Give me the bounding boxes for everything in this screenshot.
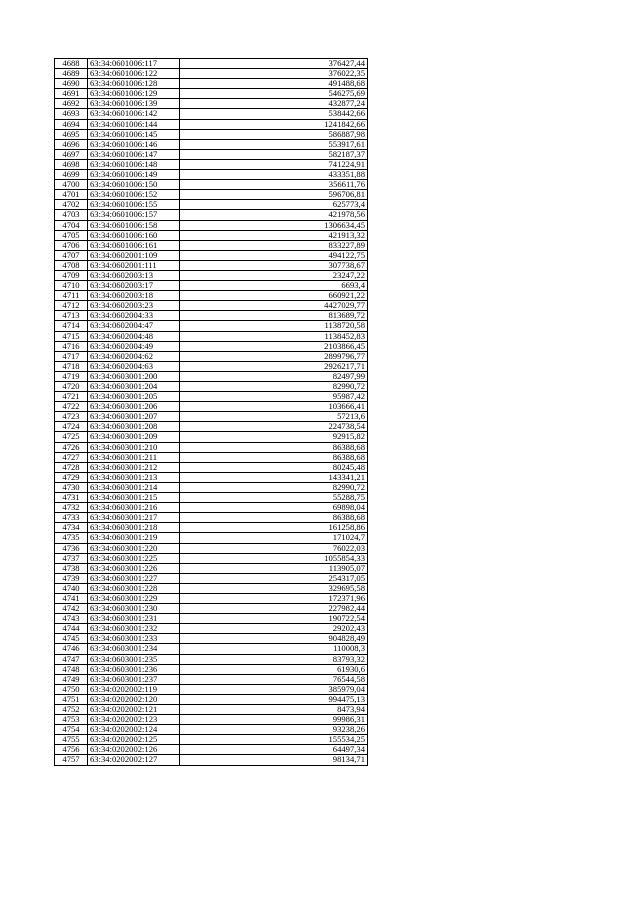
cadastral-number-cell: 63:34:0602004:49 [88, 341, 180, 351]
row-number-cell: 4745 [55, 634, 88, 644]
table-row [55, 513, 368, 523]
value-cell: 227982,44 [180, 604, 368, 614]
row-number-cell: 4738 [55, 563, 88, 573]
cadastral-number-cell: 63:34:0601006:145 [88, 129, 180, 139]
table-row [55, 412, 368, 422]
table-row [55, 341, 368, 351]
table-row [55, 684, 368, 694]
table-row [55, 170, 368, 180]
table-row [55, 119, 368, 129]
value-cell: 625773,4 [180, 200, 368, 210]
row-number-cell: 4757 [55, 755, 88, 765]
value-cell: 69898,04 [180, 503, 368, 513]
row-number-cell: 4756 [55, 745, 88, 755]
table-row [55, 705, 368, 715]
row-number-cell: 4713 [55, 311, 88, 321]
cadastral-number-cell: 63:34:0601006:128 [88, 79, 180, 89]
table-row [55, 452, 368, 462]
table-row [55, 190, 368, 200]
table-row [55, 260, 368, 270]
row-number-cell: 4721 [55, 392, 88, 402]
value-cell: 329695,58 [180, 583, 368, 593]
cadastral-number-cell: 63:34:0202002:127 [88, 755, 180, 765]
table-row [55, 270, 368, 280]
table-row [55, 422, 368, 432]
row-number-cell: 4718 [55, 361, 88, 371]
table-row [55, 745, 368, 755]
table-row [55, 129, 368, 139]
row-number-cell: 4697 [55, 149, 88, 159]
value-cell: 421913,32 [180, 230, 368, 240]
table-row [55, 240, 368, 250]
table-row [55, 371, 368, 381]
cadastral-number-cell: 63:34:0602004:48 [88, 331, 180, 341]
row-number-cell: 4753 [55, 715, 88, 725]
cadastral-number-cell: 63:34:0603001:216 [88, 503, 180, 513]
value-cell: 2926217,71 [180, 361, 368, 371]
table-row [55, 79, 368, 89]
cadastral-number-cell: 63:34:0603001:205 [88, 392, 180, 402]
row-number-cell: 4734 [55, 523, 88, 533]
cadastral-number-cell: 63:34:0602004:47 [88, 321, 180, 331]
table-row [55, 715, 368, 725]
table-row [55, 180, 368, 190]
row-number-cell: 4751 [55, 694, 88, 704]
cadastral-number-cell: 63:34:0603001:214 [88, 482, 180, 492]
value-cell: 833227,89 [180, 240, 368, 250]
cadastral-number-cell: 63:34:0602001:111 [88, 260, 180, 270]
value-cell: 93238,26 [180, 725, 368, 735]
table-row [55, 593, 368, 603]
row-number-cell: 4717 [55, 351, 88, 361]
cadastral-number-cell: 63:34:0602004:63 [88, 361, 180, 371]
table-row [55, 553, 368, 563]
value-cell: 546275,69 [180, 89, 368, 99]
table-row [55, 674, 368, 684]
cadastral-number-cell: 63:34:0601006:149 [88, 170, 180, 180]
row-number-cell: 4733 [55, 513, 88, 523]
cadastral-number-cell: 63:34:0603001:213 [88, 472, 180, 482]
cadastral-number-cell: 63:34:0202002:123 [88, 715, 180, 725]
cadastral-number-cell: 63:34:0602001:109 [88, 250, 180, 260]
value-cell: 8473,94 [180, 705, 368, 715]
table-row [55, 664, 368, 674]
cadastral-number-cell: 63:34:0601006:160 [88, 230, 180, 240]
cadastral-number-cell: 63:34:0603001:229 [88, 593, 180, 603]
cadastral-number-cell: 63:34:0603001:220 [88, 543, 180, 553]
value-cell: 433351,88 [180, 170, 368, 180]
value-cell: 57213,6 [180, 412, 368, 422]
row-number-cell: 4704 [55, 220, 88, 230]
cadastral-number-cell: 63:34:0603001:209 [88, 432, 180, 442]
table-row [55, 69, 368, 79]
cadastral-number-cell: 63:34:0602004:33 [88, 311, 180, 321]
row-number-cell: 4754 [55, 725, 88, 735]
cadastral-number-cell: 63:34:0603001:234 [88, 644, 180, 654]
value-cell: 86388,68 [180, 442, 368, 452]
value-cell: 95987,42 [180, 392, 368, 402]
row-number-cell: 4735 [55, 533, 88, 543]
table-row [55, 220, 368, 230]
row-number-cell: 4750 [55, 684, 88, 694]
table-row [55, 442, 368, 452]
row-number-cell: 4740 [55, 583, 88, 593]
row-number-cell: 4694 [55, 119, 88, 129]
row-number-cell: 4719 [55, 371, 88, 381]
cadastral-number-cell: 63:34:0603001:219 [88, 533, 180, 543]
value-cell: 224738,54 [180, 422, 368, 432]
cadastral-number-cell: 63:34:0603001:231 [88, 614, 180, 624]
cadastral-number-cell: 63:34:0601006:129 [88, 89, 180, 99]
table-row [55, 382, 368, 392]
row-number-cell: 4723 [55, 412, 88, 422]
table-row [55, 281, 368, 291]
cadastral-number-cell: 63:34:0202002:125 [88, 735, 180, 745]
table-row [55, 139, 368, 149]
cadastral-number-cell: 63:34:0601006:139 [88, 99, 180, 109]
value-cell: 1241842,66 [180, 119, 368, 129]
value-cell: 103666,41 [180, 402, 368, 412]
value-cell: 82990,72 [180, 382, 368, 392]
row-number-cell: 4727 [55, 452, 88, 462]
row-number-cell: 4752 [55, 705, 88, 715]
cadastral-number-cell: 63:34:0601006:146 [88, 139, 180, 149]
value-cell: 6693,4 [180, 281, 368, 291]
row-number-cell: 4707 [55, 250, 88, 260]
cadastral-number-cell: 63:34:0603001:227 [88, 573, 180, 583]
value-cell: 64497,34 [180, 745, 368, 755]
value-cell: 23247,22 [180, 270, 368, 280]
value-cell: 1138720,58 [180, 321, 368, 331]
row-number-cell: 4744 [55, 624, 88, 634]
row-number-cell: 4720 [55, 382, 88, 392]
value-cell: 1055854,33 [180, 553, 368, 563]
cadastral-number-cell: 63:34:0601006:158 [88, 220, 180, 230]
row-number-cell: 4705 [55, 230, 88, 240]
cadastral-number-cell: 63:34:0602003:13 [88, 270, 180, 280]
cadastral-number-cell: 63:34:0601006:161 [88, 240, 180, 250]
row-number-cell: 4692 [55, 99, 88, 109]
row-number-cell: 4714 [55, 321, 88, 331]
value-cell: 86388,68 [180, 452, 368, 462]
row-number-cell: 4732 [55, 503, 88, 513]
table-row [55, 291, 368, 301]
value-cell: 99986,31 [180, 715, 368, 725]
row-number-cell: 4730 [55, 482, 88, 492]
cadastral-number-cell: 63:34:0202002:120 [88, 694, 180, 704]
cadastral-number-cell: 63:34:0603001:218 [88, 523, 180, 533]
value-cell: 82990,72 [180, 482, 368, 492]
value-cell: 83793,32 [180, 654, 368, 664]
row-number-cell: 4715 [55, 331, 88, 341]
value-cell: 2899796,77 [180, 351, 368, 361]
row-number-cell: 4755 [55, 735, 88, 745]
cadastral-number-cell: 63:34:0602004:62 [88, 351, 180, 361]
cadastral-number-cell: 63:34:0202002:121 [88, 705, 180, 715]
cadastral-number-cell: 63:34:0601006:155 [88, 200, 180, 210]
value-cell: 254317,05 [180, 573, 368, 583]
cadastral-number-cell: 63:34:0603001:225 [88, 553, 180, 563]
table-row [55, 89, 368, 99]
row-number-cell: 4708 [55, 260, 88, 270]
value-cell: 741224,91 [180, 159, 368, 169]
value-cell: 155534,25 [180, 735, 368, 745]
table-row [55, 604, 368, 614]
row-number-cell: 4747 [55, 654, 88, 664]
table-row [55, 351, 368, 361]
parcel-table-body [55, 59, 368, 766]
value-cell: 161258,86 [180, 523, 368, 533]
cadastral-number-cell: 63:34:0603001:212 [88, 462, 180, 472]
row-number-cell: 4741 [55, 593, 88, 603]
table-row [55, 462, 368, 472]
value-cell: 376022,35 [180, 69, 368, 79]
table-row [55, 735, 368, 745]
table-row [55, 624, 368, 634]
table-row [55, 402, 368, 412]
value-cell: 660921,22 [180, 291, 368, 301]
cadastral-number-cell: 63:34:0601006:147 [88, 149, 180, 159]
row-number-cell: 4722 [55, 402, 88, 412]
table-row [55, 200, 368, 210]
row-number-cell: 4695 [55, 129, 88, 139]
row-number-cell: 4739 [55, 573, 88, 583]
value-cell: 76544,58 [180, 674, 368, 684]
table-row [55, 563, 368, 573]
value-cell: 80245,48 [180, 462, 368, 472]
cadastral-number-cell: 63:34:0202002:126 [88, 745, 180, 755]
value-cell: 538442,66 [180, 109, 368, 119]
value-cell: 143341,21 [180, 472, 368, 482]
row-number-cell: 4748 [55, 664, 88, 674]
row-number-cell: 4725 [55, 432, 88, 442]
row-number-cell: 4746 [55, 644, 88, 654]
cadastral-number-cell: 63:34:0603001:228 [88, 583, 180, 593]
cadastral-number-cell: 63:34:0202002:124 [88, 725, 180, 735]
value-cell: 98134,71 [180, 755, 368, 765]
cadastral-number-cell: 63:34:0603001:236 [88, 664, 180, 674]
value-cell: 586887,98 [180, 129, 368, 139]
value-cell: 994475,13 [180, 694, 368, 704]
row-number-cell: 4689 [55, 69, 88, 79]
table-row [55, 725, 368, 735]
value-cell: 171024,7 [180, 533, 368, 543]
value-cell: 110008,3 [180, 644, 368, 654]
value-cell: 92915,82 [180, 432, 368, 442]
row-number-cell: 4703 [55, 210, 88, 220]
table-row [55, 482, 368, 492]
cadastral-number-cell: 63:34:0603001:232 [88, 624, 180, 634]
value-cell: 2103866,45 [180, 341, 368, 351]
table-row [55, 392, 368, 402]
value-cell: 385979,04 [180, 684, 368, 694]
table-row [55, 493, 368, 503]
row-number-cell: 4693 [55, 109, 88, 119]
table-row [55, 503, 368, 513]
row-number-cell: 4712 [55, 301, 88, 311]
table-row [55, 543, 368, 553]
table-row [55, 654, 368, 664]
value-cell: 82497,99 [180, 371, 368, 381]
value-cell: 432877,24 [180, 99, 368, 109]
cadastral-number-cell: 63:34:0603001:200 [88, 371, 180, 381]
cadastral-number-cell: 63:34:0603001:211 [88, 452, 180, 462]
table-row [55, 331, 368, 341]
value-cell: 307738,67 [180, 260, 368, 270]
row-number-cell: 4690 [55, 79, 88, 89]
value-cell: 582187,37 [180, 149, 368, 159]
cadastral-number-cell: 63:34:0603001:204 [88, 382, 180, 392]
cadastral-number-cell: 63:34:0601006:152 [88, 190, 180, 200]
cadastral-number-cell: 63:34:0603001:226 [88, 563, 180, 573]
value-cell: 553917,61 [180, 139, 368, 149]
value-cell: 113905,07 [180, 563, 368, 573]
row-number-cell: 4698 [55, 159, 88, 169]
row-number-cell: 4688 [55, 59, 88, 69]
value-cell: 190722,54 [180, 614, 368, 624]
value-cell: 55288,75 [180, 493, 368, 503]
cadastral-number-cell: 63:34:0202002:119 [88, 684, 180, 694]
value-cell: 86388,68 [180, 513, 368, 523]
cadastral-number-cell: 63:34:0601006:144 [88, 119, 180, 129]
value-cell: 813689,72 [180, 311, 368, 321]
row-number-cell: 4716 [55, 341, 88, 351]
row-number-cell: 4702 [55, 200, 88, 210]
table-row [55, 573, 368, 583]
row-number-cell: 4710 [55, 281, 88, 291]
parcel-table [54, 58, 368, 766]
table-row [55, 755, 368, 765]
cadastral-number-cell: 63:34:0601006:148 [88, 159, 180, 169]
table-row [55, 533, 368, 543]
table-row [55, 472, 368, 482]
table-row [55, 321, 368, 331]
value-cell: 596706,81 [180, 190, 368, 200]
row-number-cell: 4729 [55, 472, 88, 482]
table-row [55, 159, 368, 169]
row-number-cell: 4736 [55, 543, 88, 553]
cadastral-number-cell: 63:34:0603001:215 [88, 493, 180, 503]
cadastral-number-cell: 63:34:0603001:230 [88, 604, 180, 614]
cadastral-number-cell: 63:34:0603001:233 [88, 634, 180, 644]
row-number-cell: 4743 [55, 614, 88, 624]
table-row [55, 583, 368, 593]
row-number-cell: 4737 [55, 553, 88, 563]
cadastral-number-cell: 63:34:0603001:208 [88, 422, 180, 432]
row-number-cell: 4749 [55, 674, 88, 684]
table-row [55, 311, 368, 321]
value-cell: 421978,56 [180, 210, 368, 220]
row-number-cell: 4709 [55, 270, 88, 280]
table-row [55, 59, 368, 69]
value-cell: 172371,96 [180, 593, 368, 603]
cadastral-number-cell: 63:34:0601006:117 [88, 59, 180, 69]
row-number-cell: 4696 [55, 139, 88, 149]
value-cell: 1138452,83 [180, 331, 368, 341]
row-number-cell: 4706 [55, 240, 88, 250]
table-row [55, 99, 368, 109]
cadastral-number-cell: 63:34:0603001:207 [88, 412, 180, 422]
cadastral-number-cell: 63:34:0603001:217 [88, 513, 180, 523]
cadastral-number-cell: 63:34:0601006:157 [88, 210, 180, 220]
table-row [55, 523, 368, 533]
cadastral-number-cell: 63:34:0603001:235 [88, 654, 180, 664]
cadastral-number-cell: 63:34:0602003:17 [88, 281, 180, 291]
value-cell: 491488,68 [180, 79, 368, 89]
table-row [55, 250, 368, 260]
value-cell: 904828,49 [180, 634, 368, 644]
cadastral-number-cell: 63:34:0601006:150 [88, 180, 180, 190]
value-cell: 61930,6 [180, 664, 368, 674]
table-row [55, 432, 368, 442]
value-cell: 376427,44 [180, 59, 368, 69]
value-cell: 356611,76 [180, 180, 368, 190]
cadastral-number-cell: 63:34:0603001:237 [88, 674, 180, 684]
table-row [55, 109, 368, 119]
table-row [55, 149, 368, 159]
table-row [55, 614, 368, 624]
value-cell: 29202,43 [180, 624, 368, 634]
table-row [55, 230, 368, 240]
row-number-cell: 4699 [55, 170, 88, 180]
value-cell: 76022,03 [180, 543, 368, 553]
table-row [55, 210, 368, 220]
cadastral-number-cell: 63:34:0601006:122 [88, 69, 180, 79]
row-number-cell: 4691 [55, 89, 88, 99]
cadastral-number-cell: 63:34:0603001:210 [88, 442, 180, 452]
cadastral-number-cell: 63:34:0602003:23 [88, 301, 180, 311]
cadastral-number-cell: 63:34:0601006:142 [88, 109, 180, 119]
table-row [55, 361, 368, 371]
table-row [55, 644, 368, 654]
row-number-cell: 4726 [55, 442, 88, 452]
value-cell: 1306634,45 [180, 220, 368, 230]
value-cell: 4427029,77 [180, 301, 368, 311]
table-row [55, 301, 368, 311]
cadastral-number-cell: 63:34:0603001:206 [88, 402, 180, 412]
row-number-cell: 4724 [55, 422, 88, 432]
row-number-cell: 4701 [55, 190, 88, 200]
value-cell: 494122,75 [180, 250, 368, 260]
row-number-cell: 4728 [55, 462, 88, 472]
cadastral-number-cell: 63:34:0602003:18 [88, 291, 180, 301]
row-number-cell: 4742 [55, 604, 88, 614]
row-number-cell: 4711 [55, 291, 88, 301]
table-row [55, 694, 368, 704]
table-row [55, 634, 368, 644]
row-number-cell: 4731 [55, 493, 88, 503]
row-number-cell: 4700 [55, 180, 88, 190]
